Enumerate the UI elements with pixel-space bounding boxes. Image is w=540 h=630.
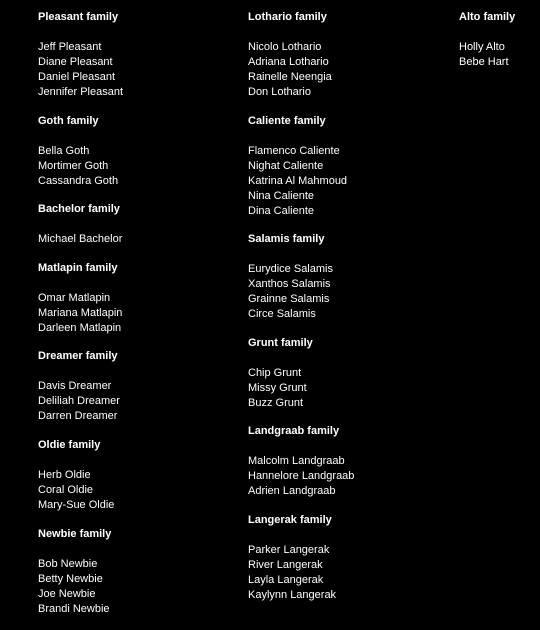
family-group: [38, 527, 238, 617]
member-name: Parker Langerak: [248, 543, 330, 556]
family-column-2: [248, 10, 448, 617]
family-group: [248, 232, 448, 322]
member-name: Joe Newbie: [38, 587, 96, 600]
member-name: Bella Goth: [38, 144, 90, 157]
member-name: Bob Newbie: [38, 557, 98, 570]
member-name: Mortimer Goth: [38, 159, 109, 172]
family-group: [248, 336, 448, 411]
member-list: [459, 40, 539, 70]
member-name: Nicolo Lothario: [248, 41, 322, 53]
family-title: Alto family: [459, 11, 516, 23]
family-group: [38, 202, 238, 247]
family-group: [248, 513, 448, 603]
member-name: Grainne Salamis: [248, 293, 330, 306]
member-name: Buzz Grunt: [248, 396, 304, 409]
family-group: [459, 10, 539, 70]
member-name: Eurydice Salamis: [248, 263, 333, 276]
family-group: [38, 10, 238, 100]
member-name: Adriana Lothario: [248, 56, 329, 68]
family-title: Pleasant family: [38, 11, 119, 23]
member-name: Flamenco Caliente: [248, 144, 340, 157]
family-title: Lothario family: [248, 11, 327, 23]
member-list: [38, 291, 238, 336]
member-list: [38, 557, 238, 617]
family-group: [38, 349, 238, 424]
member-name: Mary-Sue Oldie: [38, 498, 115, 511]
member-name: Diane Pleasant: [38, 56, 113, 68]
member-name: Davis Dreamer: [38, 380, 112, 393]
family-title: Oldie family: [38, 438, 101, 451]
family-title: Landgraab family: [248, 425, 340, 438]
member-name: Deliliah Dreamer: [38, 395, 120, 408]
member-name: Jennifer Pleasant: [38, 86, 123, 98]
member-name: Nighat Caliente: [248, 159, 324, 172]
family-group: [38, 261, 238, 336]
member-name: Don Lothario: [248, 86, 311, 98]
family-group: [248, 10, 448, 100]
member-list: [248, 144, 448, 219]
member-name: Darren Dreamer: [38, 410, 118, 423]
family-title: Newbie family: [38, 527, 112, 540]
member-name: Mariana Matlapin: [38, 306, 123, 319]
member-name: Adrien Landgraab: [248, 485, 336, 498]
member-name: Hannelore Landgraab: [248, 470, 355, 483]
member-name: Cassandra Goth: [38, 174, 119, 187]
member-name: River Langerak: [248, 558, 323, 571]
member-name: Missy Grunt: [248, 381, 307, 394]
member-list: [38, 144, 238, 189]
member-name: Layla Langerak: [248, 573, 324, 586]
family-title: Langerak family: [248, 513, 332, 526]
member-list: [248, 262, 448, 322]
member-name: Michael Bachelor: [38, 233, 123, 246]
member-name: Xanthos Salamis: [248, 278, 331, 291]
member-name: Brandi Newbie: [38, 602, 110, 615]
member-name: Circe Salamis: [248, 308, 316, 321]
member-name: Kaylynn Langerak: [248, 588, 337, 601]
member-list: [248, 366, 448, 411]
member-name: Darleen Matlapin: [38, 321, 122, 334]
member-name: Nina Caliente: [248, 189, 315, 202]
member-name: Rainelle Neengia: [248, 71, 332, 83]
family-column-3: [459, 10, 539, 84]
family-title: Matlapin family: [38, 261, 118, 274]
member-list: [38, 468, 238, 513]
family-title: Goth family: [38, 114, 99, 127]
member-name: Omar Matlapin: [38, 291, 111, 304]
family-group: [38, 114, 238, 189]
family-group: [248, 114, 448, 219]
family-title: Dreamer family: [38, 350, 118, 363]
member-list: [248, 543, 448, 603]
member-list: [38, 232, 238, 247]
member-list: [248, 454, 448, 499]
member-name: Dina Caliente: [248, 204, 315, 217]
family-title: Caliente family: [248, 114, 326, 127]
member-name: Daniel Pleasant: [38, 71, 116, 83]
family-column-1: [38, 10, 238, 630]
member-list: [248, 40, 448, 100]
member-name: Holly Alto: [459, 41, 505, 53]
family-group: [38, 438, 238, 513]
member-list: [38, 40, 238, 100]
member-name: Malcolm Landgraab: [248, 455, 345, 468]
member-list: [38, 379, 238, 424]
family-title: Salamis family: [248, 233, 325, 246]
member-name: Chip Grunt: [248, 366, 302, 379]
family-title: Grunt family: [248, 336, 313, 349]
member-name: Jeff Pleasant: [38, 41, 102, 53]
family-group: [248, 424, 448, 499]
member-name: Bebe Hart: [459, 56, 509, 68]
family-title: Bachelor family: [38, 203, 120, 216]
member-name: Katrina Al Mahmoud: [248, 174, 348, 187]
member-name: Herb Oldie: [38, 468, 91, 481]
member-name: Coral Oldie: [38, 483, 94, 496]
member-name: Betty Newbie: [38, 572, 103, 585]
